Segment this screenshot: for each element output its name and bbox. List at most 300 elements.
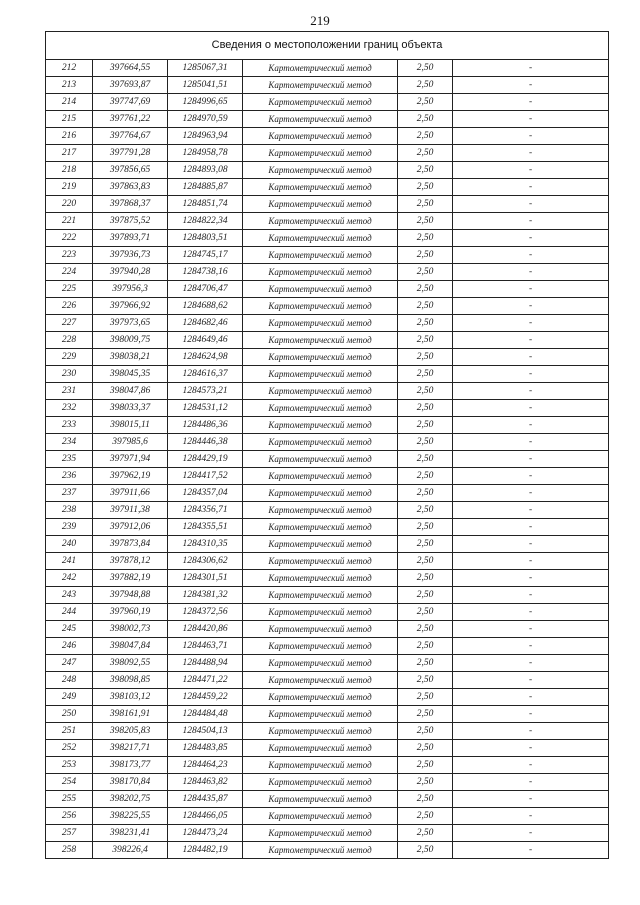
point-number-cell: 256 bbox=[46, 808, 93, 825]
method-cell: Картометрический метод bbox=[243, 723, 398, 740]
point-number-cell: 229 bbox=[46, 349, 93, 366]
x-coordinate-cell: 397962,19 bbox=[93, 468, 168, 485]
y-coordinate-cell: 1285041,51 bbox=[168, 77, 243, 94]
method-cell: Картометрический метод bbox=[243, 842, 398, 859]
method-cell: Картометрический метод bbox=[243, 111, 398, 128]
description-cell: - bbox=[453, 434, 609, 451]
point-number-cell: 216 bbox=[46, 128, 93, 145]
table-row bbox=[46, 417, 609, 434]
precision-cell: 2,50 bbox=[398, 621, 453, 638]
point-number-cell: 218 bbox=[46, 162, 93, 179]
point-number-cell: 234 bbox=[46, 434, 93, 451]
table-row bbox=[46, 842, 609, 859]
method-cell: Картометрический метод bbox=[243, 434, 398, 451]
precision-cell: 2,50 bbox=[398, 502, 453, 519]
x-coordinate-cell: 397936,73 bbox=[93, 247, 168, 264]
point-number-cell: 239 bbox=[46, 519, 93, 536]
y-coordinate-cell: 1284484,48 bbox=[168, 706, 243, 723]
precision-cell: 2,50 bbox=[398, 842, 453, 859]
x-coordinate-cell: 398038,21 bbox=[93, 349, 168, 366]
method-cell: Картометрический метод bbox=[243, 655, 398, 672]
table-row bbox=[46, 672, 609, 689]
x-coordinate-cell: 397863,83 bbox=[93, 179, 168, 196]
method-cell: Картометрический метод bbox=[243, 519, 398, 536]
precision-cell: 2,50 bbox=[398, 213, 453, 230]
y-coordinate-cell: 1284381,32 bbox=[168, 587, 243, 604]
description-cell: - bbox=[453, 332, 609, 349]
method-cell: Картометрический метод bbox=[243, 128, 398, 145]
method-cell: Картометрический метод bbox=[243, 213, 398, 230]
point-number-cell: 223 bbox=[46, 247, 93, 264]
point-number-cell: 222 bbox=[46, 230, 93, 247]
method-cell: Картометрический метод bbox=[243, 553, 398, 570]
y-coordinate-cell: 1284624,98 bbox=[168, 349, 243, 366]
description-cell: - bbox=[453, 808, 609, 825]
method-cell: Картометрический метод bbox=[243, 145, 398, 162]
description-cell: - bbox=[453, 553, 609, 570]
y-coordinate-cell: 1284301,51 bbox=[168, 570, 243, 587]
table-row bbox=[46, 60, 609, 77]
table-row bbox=[46, 825, 609, 842]
point-number-cell: 232 bbox=[46, 400, 93, 417]
description-cell: - bbox=[453, 213, 609, 230]
table-row bbox=[46, 111, 609, 128]
y-coordinate-cell: 1284464,23 bbox=[168, 757, 243, 774]
description-cell: - bbox=[453, 315, 609, 332]
description-cell: - bbox=[453, 723, 609, 740]
description-cell: - bbox=[453, 60, 609, 77]
description-cell: - bbox=[453, 162, 609, 179]
y-coordinate-cell: 1284958,78 bbox=[168, 145, 243, 162]
description-cell: - bbox=[453, 111, 609, 128]
y-coordinate-cell: 1284486,36 bbox=[168, 417, 243, 434]
y-coordinate-cell: 1284463,71 bbox=[168, 638, 243, 655]
y-coordinate-cell: 1284463,82 bbox=[168, 774, 243, 791]
description-cell: - bbox=[453, 485, 609, 502]
table-row bbox=[46, 570, 609, 587]
point-number-cell: 258 bbox=[46, 842, 93, 859]
description-cell: - bbox=[453, 689, 609, 706]
x-coordinate-cell: 398225,55 bbox=[93, 808, 168, 825]
table-row bbox=[46, 519, 609, 536]
method-cell: Картометрический метод bbox=[243, 366, 398, 383]
point-number-cell: 244 bbox=[46, 604, 93, 621]
precision-cell: 2,50 bbox=[398, 672, 453, 689]
precision-cell: 2,50 bbox=[398, 825, 453, 842]
table-row bbox=[46, 689, 609, 706]
description-cell: - bbox=[453, 145, 609, 162]
description-cell: - bbox=[453, 655, 609, 672]
method-cell: Картометрический метод bbox=[243, 417, 398, 434]
y-coordinate-cell: 1284473,24 bbox=[168, 825, 243, 842]
method-cell: Картометрический метод bbox=[243, 196, 398, 213]
method-cell: Картометрический метод bbox=[243, 179, 398, 196]
y-coordinate-cell: 1284459,22 bbox=[168, 689, 243, 706]
description-cell: - bbox=[453, 179, 609, 196]
precision-cell: 2,50 bbox=[398, 230, 453, 247]
method-cell: Картометрический метод bbox=[243, 264, 398, 281]
precision-cell: 2,50 bbox=[398, 451, 453, 468]
precision-cell: 2,50 bbox=[398, 60, 453, 77]
table-row bbox=[46, 536, 609, 553]
description-cell: - bbox=[453, 587, 609, 604]
point-number-cell: 228 bbox=[46, 332, 93, 349]
precision-cell: 2,50 bbox=[398, 723, 453, 740]
y-coordinate-cell: 1284963,94 bbox=[168, 128, 243, 145]
table-row bbox=[46, 791, 609, 808]
table-row bbox=[46, 230, 609, 247]
description-cell: - bbox=[453, 400, 609, 417]
precision-cell: 2,50 bbox=[398, 485, 453, 502]
description-cell: - bbox=[453, 196, 609, 213]
x-coordinate-cell: 397747,69 bbox=[93, 94, 168, 111]
table-row bbox=[46, 553, 609, 570]
table-row bbox=[46, 332, 609, 349]
table-row bbox=[46, 94, 609, 111]
table-row bbox=[46, 349, 609, 366]
precision-cell: 2,50 bbox=[398, 366, 453, 383]
description-cell: - bbox=[453, 740, 609, 757]
description-cell: - bbox=[453, 536, 609, 553]
x-coordinate-cell: 398002,73 bbox=[93, 621, 168, 638]
description-cell: - bbox=[453, 502, 609, 519]
x-coordinate-cell: 397960,19 bbox=[93, 604, 168, 621]
table-row bbox=[46, 383, 609, 400]
y-coordinate-cell: 1284355,51 bbox=[168, 519, 243, 536]
y-coordinate-cell: 1284803,51 bbox=[168, 230, 243, 247]
method-cell: Картометрический метод bbox=[243, 383, 398, 400]
y-coordinate-cell: 1284504,13 bbox=[168, 723, 243, 740]
x-coordinate-cell: 397985,6 bbox=[93, 434, 168, 451]
x-coordinate-cell: 397761,22 bbox=[93, 111, 168, 128]
precision-cell: 2,50 bbox=[398, 689, 453, 706]
point-number-cell: 233 bbox=[46, 417, 93, 434]
description-cell: - bbox=[453, 383, 609, 400]
page-number: 219 bbox=[310, 13, 330, 28]
method-cell: Картометрический метод bbox=[243, 689, 398, 706]
precision-cell: 2,50 bbox=[398, 298, 453, 315]
point-number-cell: 246 bbox=[46, 638, 93, 655]
table-row bbox=[46, 77, 609, 94]
precision-cell: 2,50 bbox=[398, 740, 453, 757]
description-cell: - bbox=[453, 349, 609, 366]
point-number-cell: 250 bbox=[46, 706, 93, 723]
boundary-table-container bbox=[45, 31, 608, 859]
table-row bbox=[46, 757, 609, 774]
x-coordinate-cell: 398161,91 bbox=[93, 706, 168, 723]
method-cell: Картометрический метод bbox=[243, 60, 398, 77]
method-cell: Картометрический метод bbox=[243, 400, 398, 417]
description-cell: - bbox=[453, 366, 609, 383]
x-coordinate-cell: 398033,37 bbox=[93, 400, 168, 417]
point-number-cell: 254 bbox=[46, 774, 93, 791]
table-row bbox=[46, 502, 609, 519]
precision-cell: 2,50 bbox=[398, 196, 453, 213]
description-cell: - bbox=[453, 791, 609, 808]
point-number-cell: 231 bbox=[46, 383, 93, 400]
description-cell: - bbox=[453, 825, 609, 842]
method-cell: Картометрический метод bbox=[243, 706, 398, 723]
precision-cell: 2,50 bbox=[398, 315, 453, 332]
x-coordinate-cell: 397956,3 bbox=[93, 281, 168, 298]
table-row bbox=[46, 196, 609, 213]
precision-cell: 2,50 bbox=[398, 417, 453, 434]
x-coordinate-cell: 398217,71 bbox=[93, 740, 168, 757]
method-cell: Картометрический метод bbox=[243, 298, 398, 315]
precision-cell: 2,50 bbox=[398, 553, 453, 570]
x-coordinate-cell: 397940,28 bbox=[93, 264, 168, 281]
table-row bbox=[46, 179, 609, 196]
description-cell: - bbox=[453, 842, 609, 859]
method-cell: Картометрический метод bbox=[243, 315, 398, 332]
precision-cell: 2,50 bbox=[398, 77, 453, 94]
method-cell: Картометрический метод bbox=[243, 825, 398, 842]
table-row bbox=[46, 740, 609, 757]
table-row bbox=[46, 247, 609, 264]
method-cell: Картометрический метод bbox=[243, 587, 398, 604]
point-number-cell: 251 bbox=[46, 723, 93, 740]
description-cell: - bbox=[453, 77, 609, 94]
y-coordinate-cell: 1284531,12 bbox=[168, 400, 243, 417]
point-number-cell: 253 bbox=[46, 757, 93, 774]
description-cell: - bbox=[453, 247, 609, 264]
x-coordinate-cell: 397893,71 bbox=[93, 230, 168, 247]
table-title: Сведения о местоположении границ объекта bbox=[46, 32, 609, 60]
y-coordinate-cell: 1284372,56 bbox=[168, 604, 243, 621]
description-cell: - bbox=[453, 451, 609, 468]
table-row bbox=[46, 298, 609, 315]
precision-cell: 2,50 bbox=[398, 264, 453, 281]
precision-cell: 2,50 bbox=[398, 791, 453, 808]
description-cell: - bbox=[453, 774, 609, 791]
x-coordinate-cell: 397912,06 bbox=[93, 519, 168, 536]
method-cell: Картометрический метод bbox=[243, 740, 398, 757]
description-cell: - bbox=[453, 468, 609, 485]
point-number-cell: 214 bbox=[46, 94, 93, 111]
table-row bbox=[46, 366, 609, 383]
x-coordinate-cell: 398231,41 bbox=[93, 825, 168, 842]
precision-cell: 2,50 bbox=[398, 111, 453, 128]
x-coordinate-cell: 397873,84 bbox=[93, 536, 168, 553]
method-cell: Картометрический метод bbox=[243, 638, 398, 655]
point-number-cell: 238 bbox=[46, 502, 93, 519]
point-number-cell: 242 bbox=[46, 570, 93, 587]
description-cell: - bbox=[453, 706, 609, 723]
description-cell: - bbox=[453, 638, 609, 655]
point-number-cell: 241 bbox=[46, 553, 93, 570]
point-number-cell: 243 bbox=[46, 587, 93, 604]
table-row bbox=[46, 706, 609, 723]
table-title-row bbox=[46, 32, 609, 60]
description-cell: - bbox=[453, 672, 609, 689]
precision-cell: 2,50 bbox=[398, 655, 453, 672]
x-coordinate-cell: 398015,11 bbox=[93, 417, 168, 434]
y-coordinate-cell: 1284745,17 bbox=[168, 247, 243, 264]
method-cell: Картометрический метод bbox=[243, 247, 398, 264]
y-coordinate-cell: 1284573,21 bbox=[168, 383, 243, 400]
table-row bbox=[46, 281, 609, 298]
boundary-coordinates-table bbox=[45, 31, 609, 859]
y-coordinate-cell: 1284471,22 bbox=[168, 672, 243, 689]
precision-cell: 2,50 bbox=[398, 570, 453, 587]
method-cell: Картометрический метод bbox=[243, 162, 398, 179]
precision-cell: 2,50 bbox=[398, 536, 453, 553]
table-row bbox=[46, 638, 609, 655]
table-row bbox=[46, 213, 609, 230]
table-row bbox=[46, 655, 609, 672]
x-coordinate-cell: 398009,75 bbox=[93, 332, 168, 349]
y-coordinate-cell: 1284466,05 bbox=[168, 808, 243, 825]
y-coordinate-cell: 1284996,65 bbox=[168, 94, 243, 111]
y-coordinate-cell: 1284357,04 bbox=[168, 485, 243, 502]
description-cell: - bbox=[453, 298, 609, 315]
point-number-cell: 217 bbox=[46, 145, 93, 162]
y-coordinate-cell: 1284885,87 bbox=[168, 179, 243, 196]
precision-cell: 2,50 bbox=[398, 281, 453, 298]
table-row bbox=[46, 808, 609, 825]
point-number-cell: 215 bbox=[46, 111, 93, 128]
table-row bbox=[46, 162, 609, 179]
precision-cell: 2,50 bbox=[398, 94, 453, 111]
table-row bbox=[46, 451, 609, 468]
method-cell: Картометрический метод bbox=[243, 485, 398, 502]
precision-cell: 2,50 bbox=[398, 332, 453, 349]
precision-cell: 2,50 bbox=[398, 434, 453, 451]
y-coordinate-cell: 1284310,35 bbox=[168, 536, 243, 553]
table-row bbox=[46, 621, 609, 638]
precision-cell: 2,50 bbox=[398, 638, 453, 655]
description-cell: - bbox=[453, 264, 609, 281]
method-cell: Картометрический метод bbox=[243, 349, 398, 366]
point-number-cell: 224 bbox=[46, 264, 93, 281]
precision-cell: 2,50 bbox=[398, 179, 453, 196]
point-number-cell: 247 bbox=[46, 655, 93, 672]
y-coordinate-cell: 1285067,31 bbox=[168, 60, 243, 77]
y-coordinate-cell: 1284851,74 bbox=[168, 196, 243, 213]
precision-cell: 2,50 bbox=[398, 774, 453, 791]
precision-cell: 2,50 bbox=[398, 128, 453, 145]
precision-cell: 2,50 bbox=[398, 587, 453, 604]
table-row bbox=[46, 604, 609, 621]
y-coordinate-cell: 1284435,87 bbox=[168, 791, 243, 808]
point-number-cell: 245 bbox=[46, 621, 93, 638]
method-cell: Картометрический метод bbox=[243, 791, 398, 808]
description-cell: - bbox=[453, 128, 609, 145]
method-cell: Картометрический метод bbox=[243, 281, 398, 298]
y-coordinate-cell: 1284822,34 bbox=[168, 213, 243, 230]
x-coordinate-cell: 397911,66 bbox=[93, 485, 168, 502]
point-number-cell: 249 bbox=[46, 689, 93, 706]
y-coordinate-cell: 1284488,94 bbox=[168, 655, 243, 672]
x-coordinate-cell: 398047,86 bbox=[93, 383, 168, 400]
point-number-cell: 237 bbox=[46, 485, 93, 502]
point-number-cell: 236 bbox=[46, 468, 93, 485]
point-number-cell: 226 bbox=[46, 298, 93, 315]
x-coordinate-cell: 397878,12 bbox=[93, 553, 168, 570]
y-coordinate-cell: 1284356,71 bbox=[168, 502, 243, 519]
x-coordinate-cell: 397911,38 bbox=[93, 502, 168, 519]
x-coordinate-cell: 397971,94 bbox=[93, 451, 168, 468]
point-number-cell: 255 bbox=[46, 791, 93, 808]
precision-cell: 2,50 bbox=[398, 162, 453, 179]
method-cell: Картометрический метод bbox=[243, 451, 398, 468]
point-number-cell: 213 bbox=[46, 77, 93, 94]
precision-cell: 2,50 bbox=[398, 808, 453, 825]
method-cell: Картометрический метод bbox=[243, 536, 398, 553]
precision-cell: 2,50 bbox=[398, 400, 453, 417]
method-cell: Картометрический метод bbox=[243, 570, 398, 587]
description-cell: - bbox=[453, 621, 609, 638]
x-coordinate-cell: 398045,35 bbox=[93, 366, 168, 383]
method-cell: Картометрический метод bbox=[243, 468, 398, 485]
precision-cell: 2,50 bbox=[398, 145, 453, 162]
description-cell: - bbox=[453, 757, 609, 774]
y-coordinate-cell: 1284616,37 bbox=[168, 366, 243, 383]
point-number-cell: 235 bbox=[46, 451, 93, 468]
y-coordinate-cell: 1284970,59 bbox=[168, 111, 243, 128]
y-coordinate-cell: 1284482,19 bbox=[168, 842, 243, 859]
description-cell: - bbox=[453, 519, 609, 536]
x-coordinate-cell: 397791,28 bbox=[93, 145, 168, 162]
x-coordinate-cell: 397868,37 bbox=[93, 196, 168, 213]
method-cell: Картометрический метод bbox=[243, 621, 398, 638]
x-coordinate-cell: 398173,77 bbox=[93, 757, 168, 774]
x-coordinate-cell: 397882,19 bbox=[93, 570, 168, 587]
method-cell: Картометрический метод bbox=[243, 94, 398, 111]
description-cell: - bbox=[453, 604, 609, 621]
y-coordinate-cell: 1284420,86 bbox=[168, 621, 243, 638]
point-number-cell: 212 bbox=[46, 60, 93, 77]
point-number-cell: 240 bbox=[46, 536, 93, 553]
y-coordinate-cell: 1284893,08 bbox=[168, 162, 243, 179]
method-cell: Картометрический метод bbox=[243, 77, 398, 94]
precision-cell: 2,50 bbox=[398, 604, 453, 621]
x-coordinate-cell: 397693,87 bbox=[93, 77, 168, 94]
method-cell: Картометрический метод bbox=[243, 332, 398, 349]
table-row bbox=[46, 145, 609, 162]
point-number-cell: 248 bbox=[46, 672, 93, 689]
point-number-cell: 225 bbox=[46, 281, 93, 298]
method-cell: Картометрический метод bbox=[243, 672, 398, 689]
precision-cell: 2,50 bbox=[398, 706, 453, 723]
description-cell: - bbox=[453, 570, 609, 587]
x-coordinate-cell: 397856,65 bbox=[93, 162, 168, 179]
x-coordinate-cell: 398092,55 bbox=[93, 655, 168, 672]
point-number-cell: 221 bbox=[46, 213, 93, 230]
precision-cell: 2,50 bbox=[398, 519, 453, 536]
precision-cell: 2,50 bbox=[398, 349, 453, 366]
y-coordinate-cell: 1284429,19 bbox=[168, 451, 243, 468]
y-coordinate-cell: 1284682,46 bbox=[168, 315, 243, 332]
description-cell: - bbox=[453, 94, 609, 111]
x-coordinate-cell: 398202,75 bbox=[93, 791, 168, 808]
y-coordinate-cell: 1284688,62 bbox=[168, 298, 243, 315]
method-cell: Картометрический метод bbox=[243, 774, 398, 791]
table-row bbox=[46, 400, 609, 417]
method-cell: Картометрический метод bbox=[243, 502, 398, 519]
point-number-cell: 220 bbox=[46, 196, 93, 213]
x-coordinate-cell: 397948,88 bbox=[93, 587, 168, 604]
x-coordinate-cell: 397966,92 bbox=[93, 298, 168, 315]
table-row bbox=[46, 264, 609, 281]
table-row bbox=[46, 587, 609, 604]
y-coordinate-cell: 1284417,52 bbox=[168, 468, 243, 485]
method-cell: Картометрический метод bbox=[243, 230, 398, 247]
y-coordinate-cell: 1284649,46 bbox=[168, 332, 243, 349]
y-coordinate-cell: 1284446,38 bbox=[168, 434, 243, 451]
table-row bbox=[46, 774, 609, 791]
description-cell: - bbox=[453, 417, 609, 434]
